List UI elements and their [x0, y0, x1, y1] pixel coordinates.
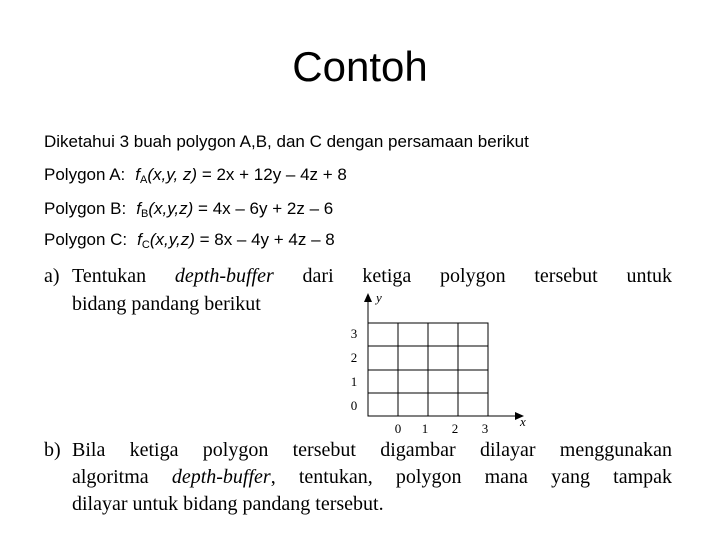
- question-a-line2: bidang pandang berikut: [72, 293, 261, 315]
- question-b-line3: dilayar untuk bidang pandang tersebut.: [72, 493, 384, 515]
- x-axis-label: x: [520, 414, 526, 429]
- question-b-marker: b): [44, 439, 61, 461]
- polygon-label: Polygon B:: [44, 199, 127, 218]
- y-tick-label: 2: [350, 350, 358, 365]
- question-b-line2: algoritma depth-buffer, tentukan, polygon mana yang tampak: [72, 466, 672, 488]
- polygon-a-equation: Polygon A: $f_A(x,y$, z) = 2x + 12y – 4z + 8: [44, 165, 347, 186]
- y-axis-arrow-icon: [364, 293, 372, 302]
- polygon-c-equation: Polygon C: $f_C(x,y,z) = 8x - 4y + 4z - 8$: [44, 230, 335, 251]
- polygon-b-equation: Polygon B: $f_B(x,y,z) = 4x - 6y + 2z - 6$: [44, 199, 334, 220]
- y-tick-label: 0: [350, 398, 358, 413]
- x-tick-label: 3: [481, 421, 489, 436]
- polygon-label: Polygon A:: [44, 165, 126, 184]
- viewport-grid: [340, 290, 540, 440]
- x-tick-label: 2: [451, 421, 459, 436]
- y-axis-label: y: [376, 290, 382, 305]
- question-b-line1: Bila ketiga polygon tersebut digambar dilayar menggunakan: [72, 439, 672, 461]
- slide-title: Contoh: [292, 43, 428, 90]
- intro-text: Diketahui 3 buah polygon A,B, dan C dengan persamaan berikut: [44, 132, 529, 151]
- question-a-marker: a): [44, 265, 60, 287]
- x-tick-label: 0: [394, 421, 402, 436]
- y-tick-label: 3: [350, 326, 358, 341]
- y-tick-label: 1: [350, 374, 358, 389]
- polygon-label: Polygon C:: [44, 230, 128, 249]
- question-a-line1: Tentukan depth-buffer dari ketiga polygon tersebut untuk: [72, 265, 672, 287]
- x-tick-label: 1: [421, 421, 429, 436]
